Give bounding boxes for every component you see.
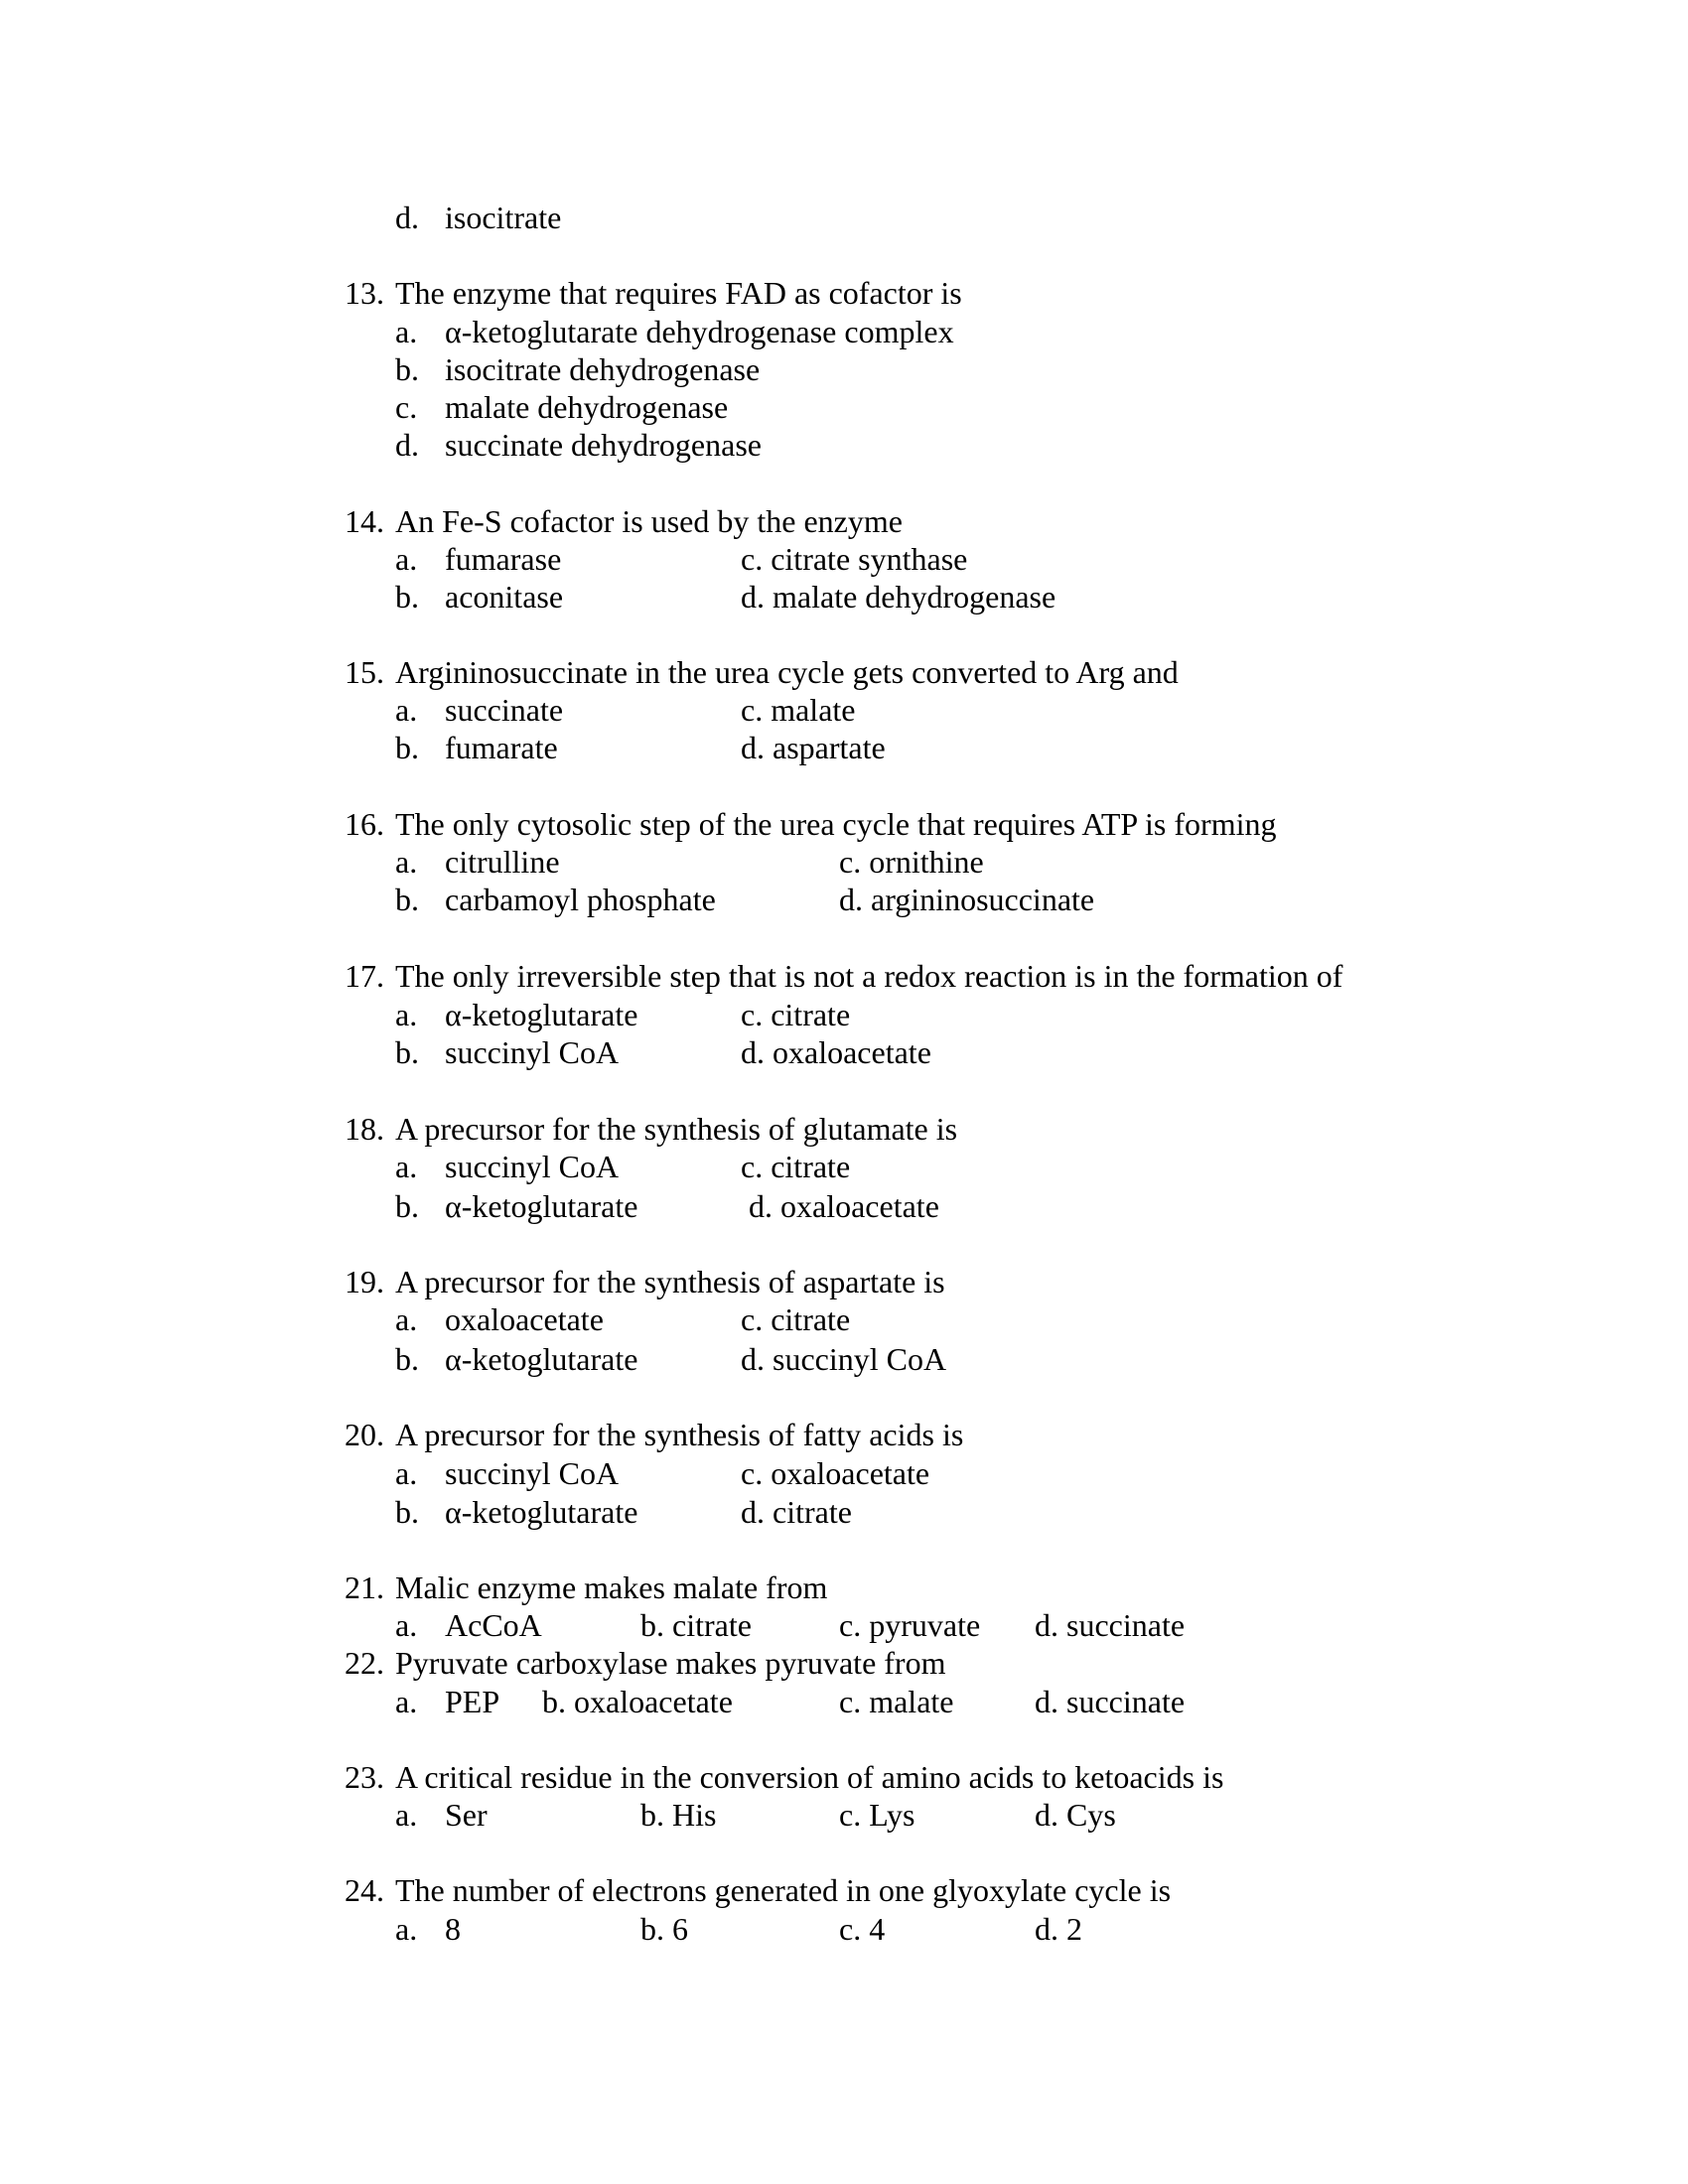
option-letter: a. — [395, 314, 418, 349]
question-text: Argininosuccinate in the urea cycle gets converted to Arg and — [395, 654, 1179, 690]
option-letter: b. — [395, 1034, 419, 1070]
option-text: α-ketoglutarate — [445, 1494, 638, 1530]
option-letter: b. — [395, 1341, 419, 1377]
option-text: d. succinate — [1035, 1607, 1186, 1643]
option-letter: d. — [395, 427, 419, 463]
question-number: 19. — [345, 1264, 384, 1299]
question-number: 15. — [345, 654, 384, 690]
option-letter: d. — [395, 200, 419, 235]
option-text: α-ketoglutarate — [445, 997, 638, 1032]
option-letter: a. — [395, 1149, 418, 1184]
question-text: The only cytosolic step of the urea cycle that requires ATP is forming — [395, 806, 1277, 842]
option-text: b. His — [640, 1797, 717, 1833]
question-number: 22. — [345, 1645, 384, 1681]
option-letter: a. — [395, 1797, 418, 1833]
option-letter: a. — [395, 692, 418, 728]
question-text: Pyruvate carboxylase makes pyruvate from — [395, 1645, 946, 1681]
option-text: c. malate — [839, 1684, 954, 1719]
question-text: A precursor for the synthesis of fatty acids is — [395, 1417, 964, 1452]
option-text: d. aspartate — [741, 730, 886, 765]
option-text: c. ornithine — [839, 844, 984, 880]
option-letter: a. — [395, 997, 418, 1032]
option-text: carbamoyl phosphate — [445, 882, 716, 917]
option-text: c. pyruvate — [839, 1607, 981, 1643]
option-text: PEP — [445, 1684, 500, 1719]
option-text: succinate — [445, 692, 564, 728]
option-text: d. oxaloacetate — [749, 1188, 939, 1224]
option-text: Ser — [445, 1797, 488, 1833]
option-text: d. citrate — [741, 1494, 852, 1530]
option-text: succinyl CoA — [445, 1149, 620, 1184]
option-text: d. succinyl CoA — [741, 1341, 947, 1377]
question-text: A precursor for the synthesis of glutamate is — [395, 1111, 958, 1147]
option-letter: a. — [395, 1301, 418, 1337]
question-text: A critical residue in the conversion of amino acids to ketoacids is — [395, 1759, 1224, 1795]
option-letter: c. — [395, 389, 418, 425]
option-letter: b. — [395, 1188, 419, 1224]
option-text: d. malate dehydrogenase — [741, 579, 1056, 614]
question-number: 23. — [345, 1759, 384, 1795]
option-text: d. Cys — [1035, 1797, 1116, 1833]
option-text: aconitase — [445, 579, 564, 614]
option-letter: b. — [395, 579, 419, 614]
option-text: c. citrate — [741, 1301, 851, 1337]
option-text: malate dehydrogenase — [445, 389, 729, 425]
option-text: succinate dehydrogenase — [445, 427, 762, 463]
question-number: 18. — [345, 1111, 384, 1147]
option-text: α-ketoglutarate — [445, 1341, 638, 1377]
question-text: Malic enzyme makes malate from — [395, 1570, 828, 1605]
option-letter: a. — [395, 844, 418, 880]
question-text: The number of electrons generated in one glyoxylate cycle is — [395, 1872, 1172, 1908]
option-text: d. 2 — [1035, 1911, 1082, 1947]
option-text: α-ketoglutarate dehydrogenase complex — [445, 314, 954, 349]
question-number: 24. — [345, 1872, 384, 1908]
option-letter: b. — [395, 730, 419, 765]
option-text: c. citrate — [741, 997, 851, 1032]
option-letter: a. — [395, 1455, 418, 1491]
question-number: 20. — [345, 1417, 384, 1452]
option-text: d. argininosuccinate — [839, 882, 1095, 917]
option-text: isocitrate dehydrogenase — [445, 351, 761, 387]
option-text: 8 — [445, 1911, 461, 1947]
option-text: d. oxaloacetate — [741, 1034, 931, 1070]
question-number: 13. — [345, 275, 384, 311]
option-text: fumarase — [445, 541, 562, 577]
question-text: The enzyme that requires FAD as cofactor is — [395, 275, 962, 311]
option-text: c. citrate synthase — [741, 541, 968, 577]
question-text: An Fe-S cofactor is used by the enzyme — [395, 503, 903, 539]
option-text: citrulline — [445, 844, 560, 880]
option-text: oxaloacetate — [445, 1301, 604, 1337]
question-number: 17. — [345, 958, 384, 994]
option-letter: b. — [395, 351, 419, 387]
question-text: A precursor for the synthesis of aspartate is — [395, 1264, 945, 1299]
option-text: c. Lys — [839, 1797, 915, 1833]
option-text: c. citrate — [741, 1149, 851, 1184]
option-text: b. citrate — [640, 1607, 752, 1643]
option-text: b. 6 — [640, 1911, 688, 1947]
option-text: d. succinate — [1035, 1684, 1186, 1719]
option-text: fumarate — [445, 730, 558, 765]
option-text: α-ketoglutarate — [445, 1188, 638, 1224]
option-text: b. oxaloacetate — [542, 1684, 733, 1719]
option-text: succinyl CoA — [445, 1034, 620, 1070]
option-text: c. malate — [741, 692, 856, 728]
option-text: c. oxaloacetate — [741, 1455, 930, 1491]
option-letter: a. — [395, 1684, 418, 1719]
option-letter: b. — [395, 1494, 419, 1530]
question-number: 21. — [345, 1570, 384, 1605]
option-text: isocitrate — [445, 200, 562, 235]
option-letter: b. — [395, 882, 419, 917]
option-text: succinyl CoA — [445, 1455, 620, 1491]
option-text: c. 4 — [839, 1911, 886, 1947]
option-letter: a. — [395, 1911, 418, 1947]
option-letter: a. — [395, 541, 418, 577]
question-number: 14. — [345, 503, 384, 539]
question-text: The only irreversible step that is not a redox reaction is in the formation of — [395, 958, 1343, 994]
question-number: 16. — [345, 806, 384, 842]
option-text: AcCoA — [445, 1607, 542, 1643]
option-letter: a. — [395, 1607, 418, 1643]
